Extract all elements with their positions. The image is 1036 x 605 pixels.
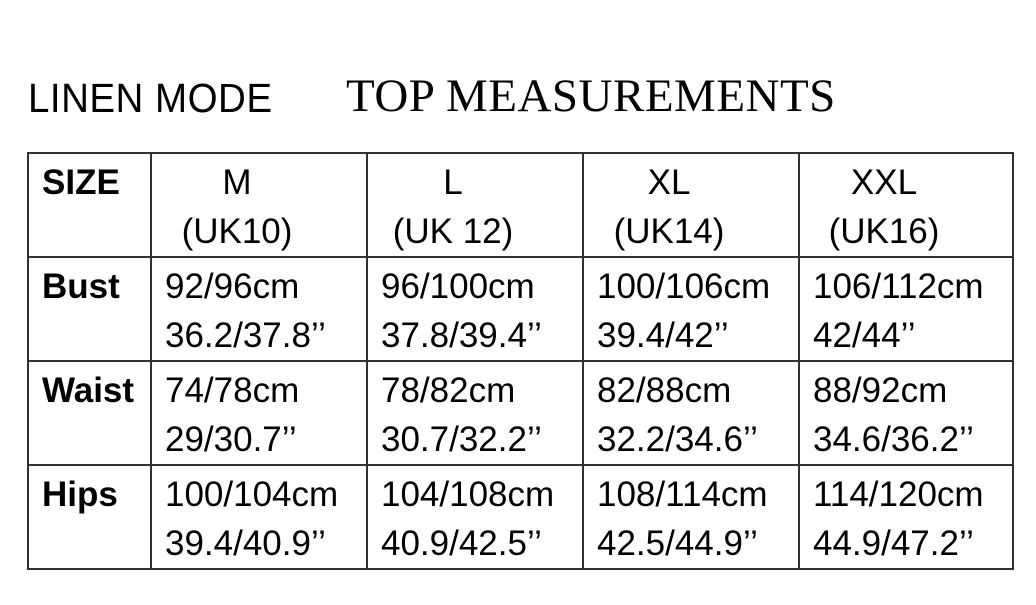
header-cell-xxl	[799, 153, 1013, 257]
size-label: M	[222, 163, 252, 202]
header-cell-l	[367, 153, 583, 257]
inch-value: 42.5/44.9’’	[597, 524, 758, 563]
measurement-cell	[583, 257, 799, 361]
table-row-bust	[28, 257, 1013, 361]
cm-value: 100/104cm	[165, 475, 339, 514]
brand-title: LINEN MODE	[28, 75, 273, 121]
uk-size-label: (UK16)	[828, 212, 940, 251]
cm-value: 88/92cm	[813, 371, 948, 410]
measurement-cell	[799, 257, 1013, 361]
size-label: XL	[647, 163, 691, 202]
inch-value: 34.6/36.2’’	[813, 420, 974, 459]
inch-value: 44.9/47.2’’	[813, 524, 974, 563]
inch-value: 39.4/42’’	[597, 316, 729, 355]
size-label: XXL	[850, 163, 918, 202]
inch-value: 30.7/32.2’’	[381, 420, 542, 459]
uk-size-label: (UK10)	[181, 212, 293, 251]
size-label: L	[443, 163, 463, 202]
cm-value: 104/108cm	[381, 475, 555, 514]
inch-value: 39.4/40.9’’	[165, 524, 326, 563]
inch-value: 42/44’’	[813, 316, 916, 355]
uk-size-label: (UK14)	[613, 212, 725, 251]
cm-value: 74/78cm	[165, 371, 300, 410]
row-label-hips: Hips	[28, 465, 151, 569]
inch-value: 36.2/37.8’’	[165, 316, 326, 355]
row-label-bust: Bust	[28, 257, 151, 361]
measurement-cell	[367, 257, 583, 361]
table-row-waist	[28, 361, 1013, 465]
row-label-waist: Waist	[28, 361, 151, 465]
measurement-cell	[799, 465, 1013, 569]
measurement-cell	[799, 361, 1013, 465]
cm-value: 106/112cm	[813, 267, 984, 306]
measurement-cell	[583, 465, 799, 569]
table-row-hips	[28, 465, 1013, 569]
inch-value: 29/30.7’’	[165, 420, 297, 459]
cm-value: 92/96cm	[165, 267, 300, 306]
page-title: TOP MEASUREMENTS	[346, 70, 836, 122]
measurement-cell	[583, 361, 799, 465]
size-chart-table	[27, 152, 1014, 570]
header-cell-m	[151, 153, 367, 257]
inch-value: 40.9/42.5’’	[381, 524, 542, 563]
measurement-cell	[151, 257, 367, 361]
uk-size-label: (UK 12)	[392, 212, 514, 251]
measurement-cell	[367, 361, 583, 465]
measurement-cell	[151, 361, 367, 465]
header-cell-xl	[583, 153, 799, 257]
cm-value: 108/114cm	[597, 475, 768, 514]
cm-value: 114/120cm	[813, 475, 984, 514]
cm-value: 100/106cm	[597, 267, 771, 306]
measurement-cell	[151, 465, 367, 569]
inch-value: 32.2/34.6’’	[597, 420, 758, 459]
inch-value: 37.8/39.4’’	[381, 316, 542, 355]
cm-value: 82/88cm	[597, 371, 732, 410]
header-row	[28, 153, 1013, 257]
measurement-cell	[367, 465, 583, 569]
cm-value: 78/82cm	[381, 371, 516, 410]
cm-value: 96/100cm	[381, 267, 535, 306]
corner-size-label: SIZE	[28, 153, 151, 257]
